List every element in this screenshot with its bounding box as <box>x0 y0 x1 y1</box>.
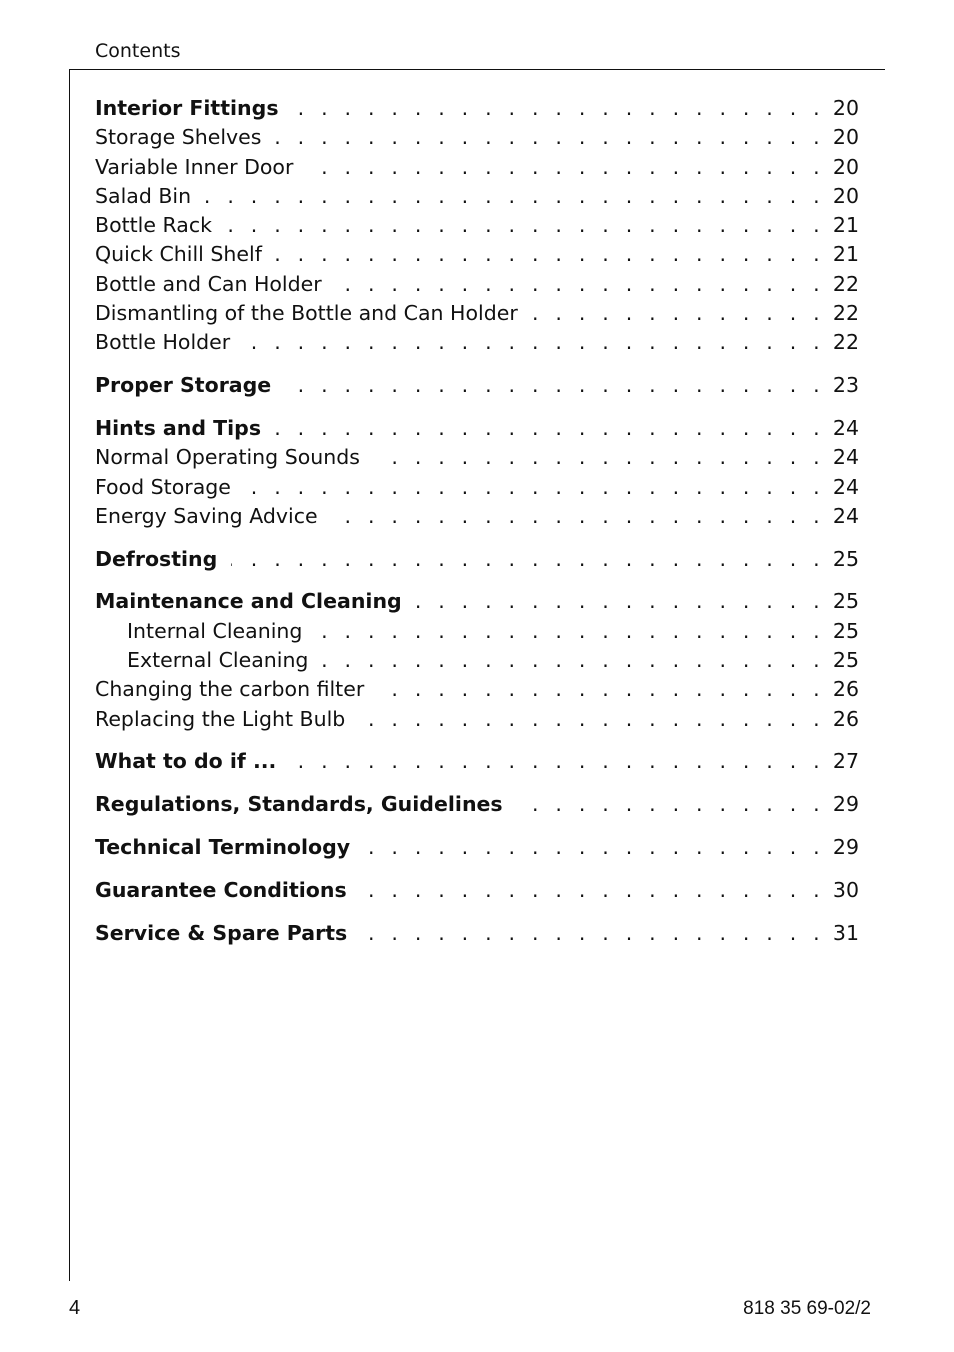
toc-entry <box>95 270 859 299</box>
header-rule <box>69 69 885 70</box>
dot-leader <box>293 94 825 123</box>
dot-leader <box>205 182 825 211</box>
toc-entry-title: Normal Operating Sounds <box>95 445 360 470</box>
page-header-title: Contents <box>95 40 181 62</box>
toc-entry-page: 20 <box>832 125 859 150</box>
toc-entry <box>95 876 859 905</box>
toc-entry-page: 29 <box>832 835 859 860</box>
toc-entry-title: Guarantee Conditions <box>95 877 347 902</box>
toc-entry-title: Variable Inner Door <box>95 154 294 179</box>
toc-entry-title: Food Storage <box>95 474 231 499</box>
dot-leader <box>226 211 825 240</box>
toc-entry-title: Service & Spare Parts <box>95 920 348 945</box>
dot-leader <box>322 646 824 675</box>
dot-leader <box>517 790 825 819</box>
dot-leader <box>245 473 825 502</box>
dot-leader <box>532 299 825 328</box>
toc-entry <box>95 473 859 502</box>
dot-leader <box>275 123 824 152</box>
toc-entry <box>95 646 859 675</box>
toc-entry <box>95 414 859 443</box>
dot-leader <box>275 414 825 443</box>
toc-entry-title: Technical Terminology <box>95 835 351 860</box>
toc-entry-page: 24 <box>832 503 859 528</box>
toc-entry <box>95 790 859 819</box>
toc-entry <box>95 240 859 269</box>
toc-entry-page: 25 <box>832 618 859 643</box>
toc-entry-title: Proper Storage <box>95 373 272 398</box>
toc-entry-page: 24 <box>832 474 859 499</box>
toc-entry-page: 27 <box>832 749 859 774</box>
toc-entry-page: 22 <box>832 330 859 355</box>
toc-entry <box>95 328 859 357</box>
toc-entry-title: Energy Saving Advice <box>95 503 318 528</box>
dot-leader <box>359 705 825 734</box>
toc-entry-page: 30 <box>832 877 859 902</box>
dot-leader <box>290 747 825 776</box>
toc-entry <box>95 371 859 400</box>
toc-entry-page: 26 <box>832 706 859 731</box>
toc-entry-page: 25 <box>832 589 859 614</box>
toc-entry <box>95 123 859 152</box>
toc-entry-title: Bottle and Can Holder <box>95 271 322 296</box>
toc-entry <box>95 617 859 646</box>
page-number: 4 <box>69 1297 81 1319</box>
toc-entry-title: Salad Bin <box>95 183 192 208</box>
toc-entry-page: 20 <box>832 96 859 120</box>
toc-entry-title: Changing the carbon filter <box>95 677 365 702</box>
toc-entry <box>95 833 859 862</box>
toc-entry-title: External Cleaning <box>127 648 309 673</box>
toc-entry-title: Dismantling of the Bottle and Can Holder <box>95 301 518 326</box>
toc-entry-page: 24 <box>832 445 859 470</box>
toc-entry-page: 25 <box>832 546 859 571</box>
dot-leader <box>231 545 825 574</box>
toc-entry-page: 20 <box>832 183 859 208</box>
dot-leader <box>361 876 825 905</box>
toc-entry-title: What to do if ... <box>95 749 277 774</box>
toc-entry-page: 23 <box>832 373 859 398</box>
toc-entry <box>95 705 859 734</box>
toc-entry <box>95 919 859 948</box>
toc-entry-page: 22 <box>832 271 859 296</box>
dot-leader <box>332 502 825 531</box>
toc-entry-title: Maintenance and Cleaning <box>95 589 402 614</box>
toc-entry-page: 29 <box>832 792 859 817</box>
dot-leader <box>316 617 825 646</box>
toc-entry-title: Bottle Rack <box>95 213 213 238</box>
toc-entry <box>95 182 859 211</box>
toc-entry-title: Replacing the Light Bulb <box>95 706 346 731</box>
toc-entry-page: 21 <box>832 242 859 267</box>
toc-entry-title: Hints and Tips <box>95 415 262 440</box>
toc-entry <box>95 502 859 531</box>
toc-entry-title: Defrosting <box>95 546 218 571</box>
toc-entry-page: 26 <box>832 677 859 702</box>
toc-entry <box>95 299 859 328</box>
toc-entry-title: Quick Chill Shelf <box>95 242 262 267</box>
dot-leader <box>276 240 825 269</box>
toc-entry-title: Storage Shelves <box>95 125 262 150</box>
toc-entry <box>95 153 859 182</box>
toc-entry <box>95 675 859 704</box>
toc-entry <box>95 587 859 616</box>
toc-entry-page: 31 <box>832 920 859 945</box>
toc-entry-page: 22 <box>832 301 859 326</box>
toc-entry <box>95 94 859 123</box>
dot-leader <box>416 587 825 616</box>
dot-leader <box>244 328 825 357</box>
toc-entry-page: 24 <box>832 415 859 440</box>
toc-entry-page: 21 <box>832 213 859 238</box>
toc-entry-title: Interior Fittings <box>95 96 279 120</box>
toc-entry <box>95 747 859 776</box>
toc-entry-title: Internal Cleaning <box>127 618 303 643</box>
dot-leader <box>364 833 825 862</box>
toc-entry-page: 20 <box>832 154 859 179</box>
dot-leader <box>374 443 825 472</box>
margin-rule <box>69 69 70 1281</box>
dot-leader <box>361 919 825 948</box>
dot-leader <box>307 153 825 182</box>
toc-entry <box>95 443 859 472</box>
document-code: 818 35 69-02/2 <box>743 1298 871 1319</box>
toc-entry <box>95 545 859 574</box>
table-of-contents <box>95 94 859 948</box>
toc-entry <box>95 211 859 240</box>
toc-entry-page: 25 <box>832 648 859 673</box>
dot-leader <box>336 270 825 299</box>
toc-entry-title: Regulations, Standards, Guidelines <box>95 792 503 817</box>
toc-entry-title: Bottle Holder <box>95 330 231 355</box>
dot-leader <box>285 371 825 400</box>
dot-leader <box>378 675 825 704</box>
